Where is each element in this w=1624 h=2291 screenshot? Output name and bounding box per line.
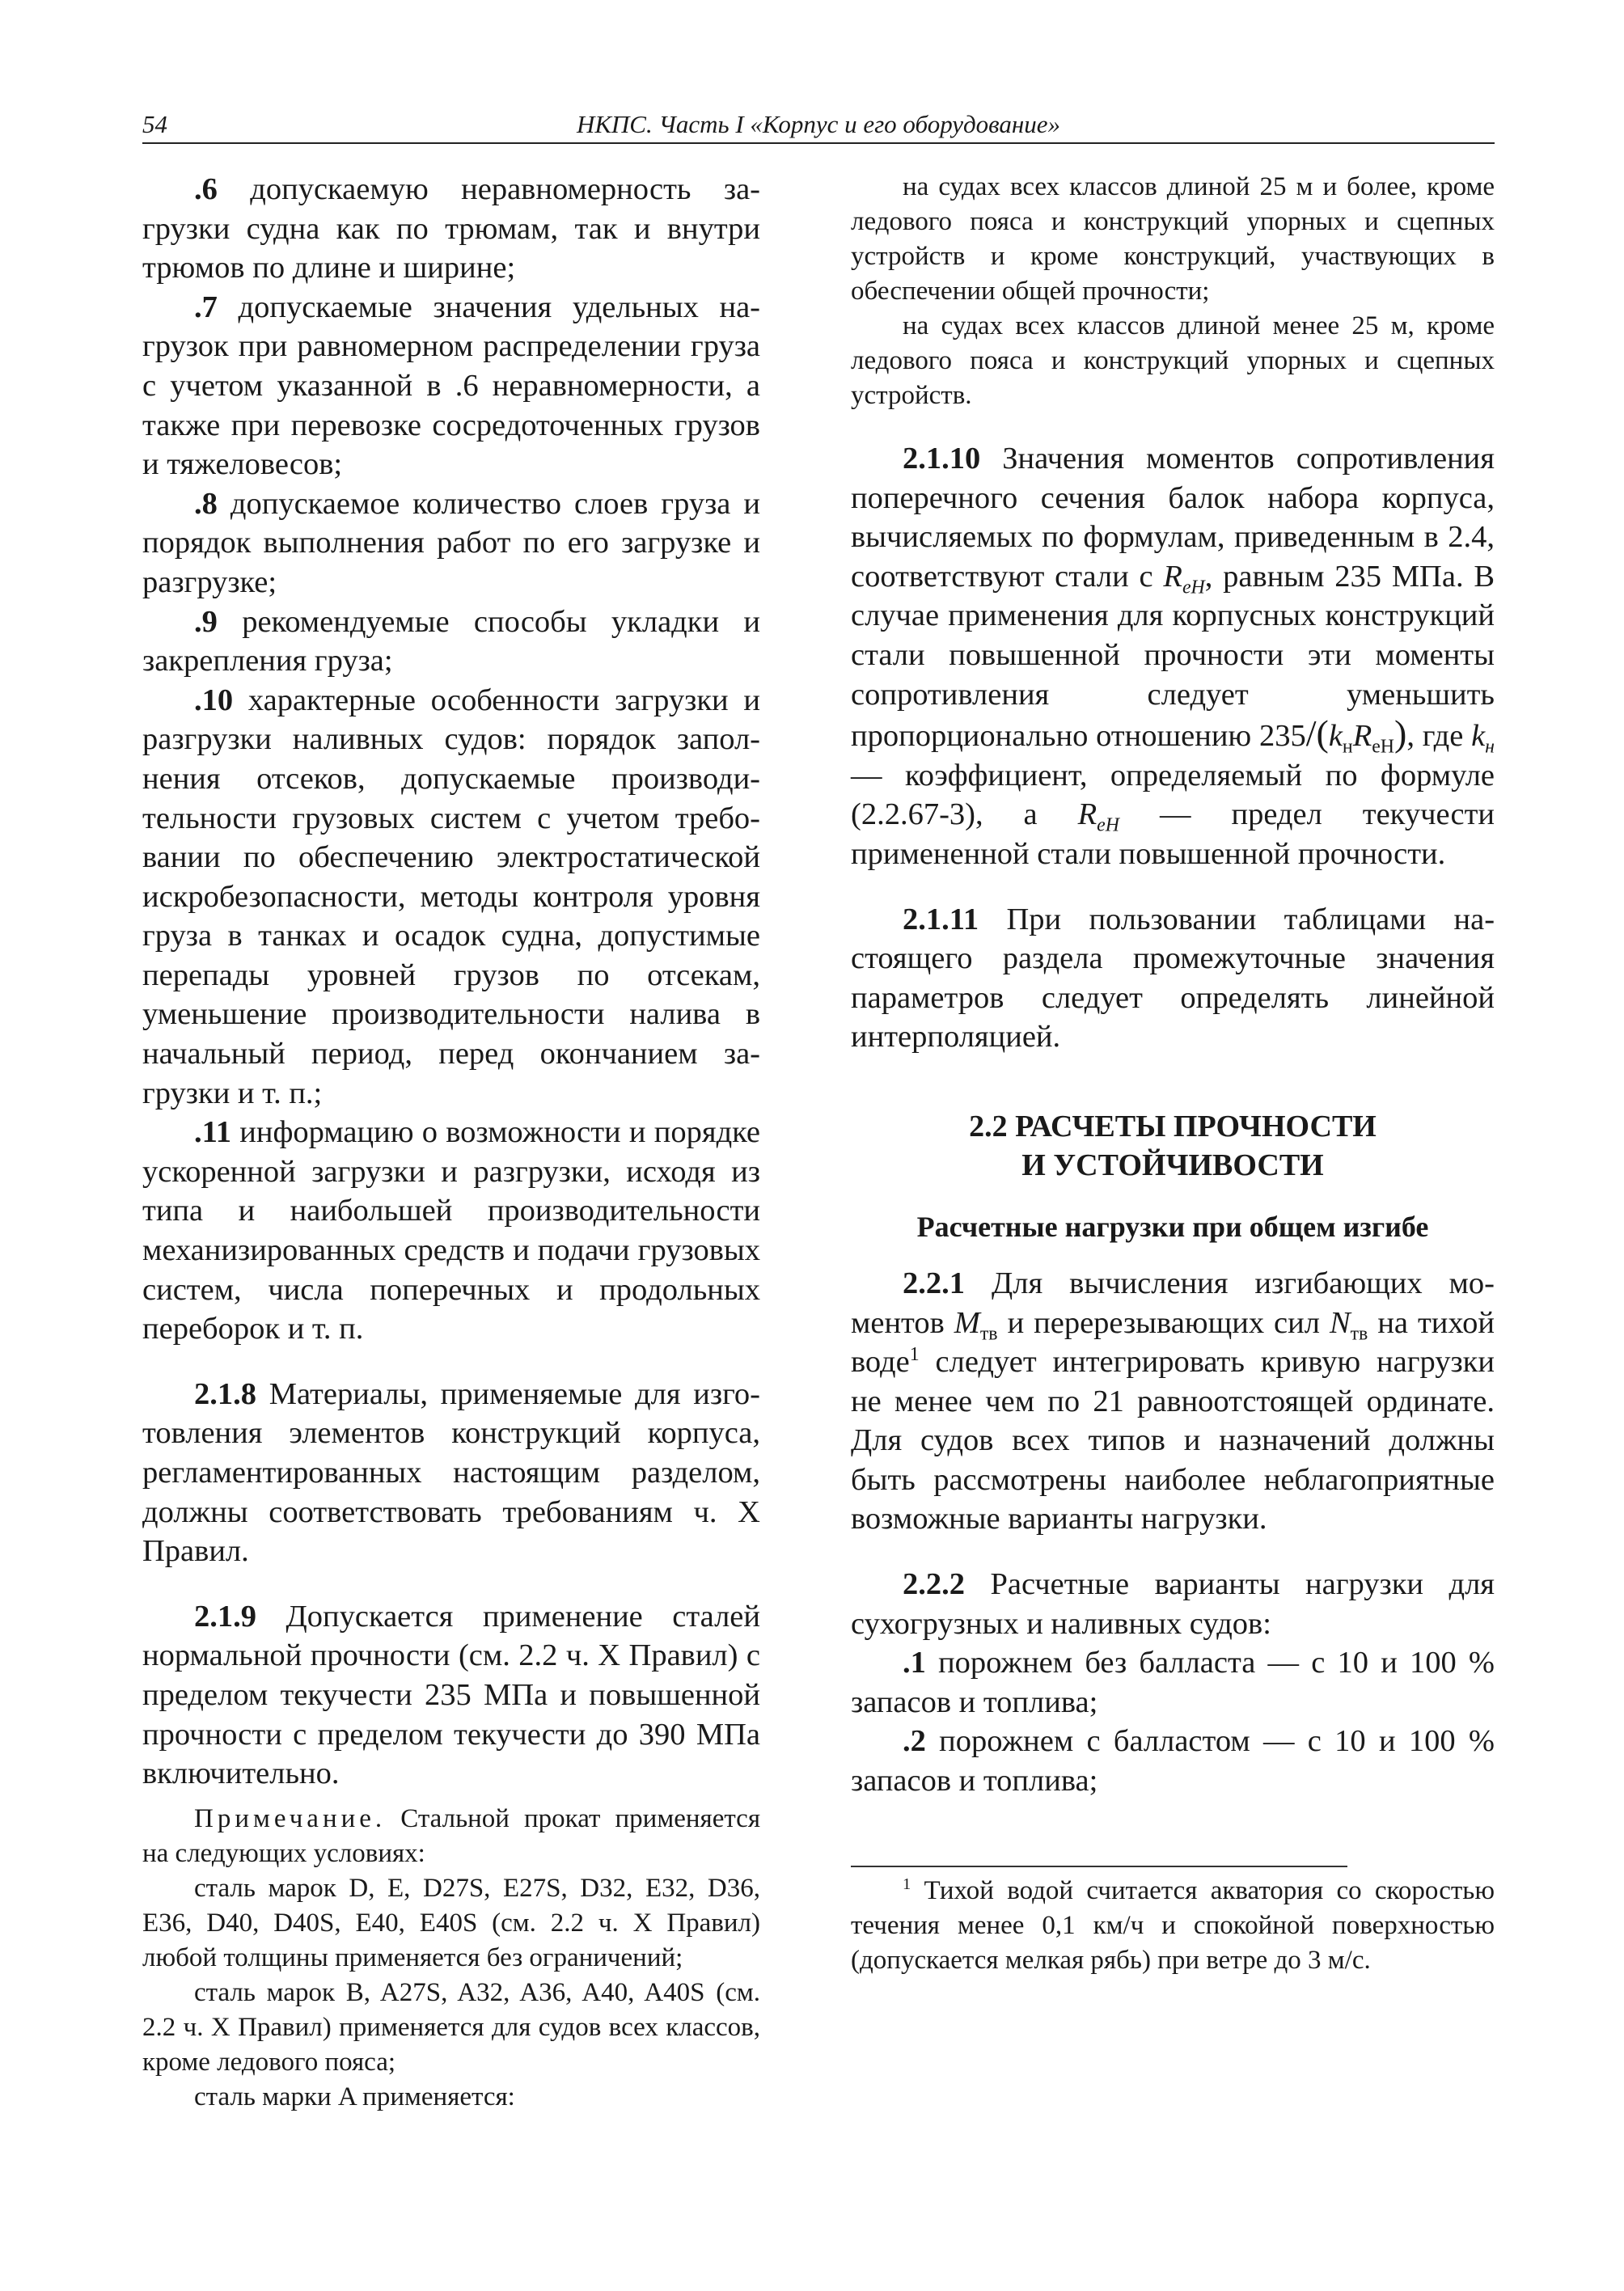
formula-number: 235 <box>1258 719 1306 754</box>
note-item: сталь марки A применяется: <box>194 2082 515 2111</box>
symbol-letter: R <box>1077 797 1097 832</box>
footnote <box>851 1874 1495 1978</box>
item-number: .9 <box>194 604 218 639</box>
note-block <box>142 1802 760 2115</box>
heading-line: 2.2 РАСЧЕТЫ ПРОЧНОСТИ <box>969 1109 1377 1143</box>
section-number: 2.2.2 <box>903 1567 965 1602</box>
symbol-subscript: eH <box>1182 577 1205 598</box>
heading-line: И УСТОЙЧИВОСТИ <box>1021 1148 1324 1182</box>
section-text: следует интегрировать кривую нагрузки не менее чем по 21 равноотстоящей ординате. Для судов всех типов и назначений должны быть рассмотрены наиболее неблагоприятные возможные варианты нагрузки. <box>851 1345 1495 1536</box>
section-number: 2.1.9 <box>194 1599 256 1634</box>
note-item: сталь марок B, A27S, A32, A36, A40, A40S (см. 2.2 ч. X Правил) применяется для судов всех классов, кроме ледового пояса; <box>142 1977 760 2077</box>
symbol-letter: R <box>1163 559 1182 594</box>
list-item-6 <box>142 170 760 288</box>
symbol-subscript: тв <box>979 1323 998 1345</box>
section-text: Материалы, применяемые для изготовления элементов конструкций корпуса, регламентированных настоящим разделом, должны соответствовать требованиям ч. X Правил. <box>142 1376 760 1569</box>
section-number: 2.2.1 <box>903 1266 965 1300</box>
item-text: допускаемое количество слоев груза и порядок выполнения работ по его загрузке и разгрузке; <box>142 486 760 599</box>
symbol-letter: k <box>1471 719 1486 754</box>
note-item: на судах всех классов длиной 25 м и более, кроме ледового пояса и конструкций упорных и сцепных устройств и кроме конструкций, участвующих в обеспечении общей прочности; <box>851 172 1495 306</box>
symbol-R <box>1163 559 1205 598</box>
symbol-subscript: н <box>1342 736 1353 758</box>
section-number: 2.1.8 <box>194 1376 256 1411</box>
subheading: Расчетные нагрузки при общем изгибе <box>916 1210 1429 1243</box>
symbol-letter: M <box>954 1305 980 1340</box>
footnote-text: Тихой водой считается акватория со скоростью течения менее 0,1 км/ч и спокойной поверхностью (допускается мелкая рябь) при ветре до 3 м/с. <box>851 1875 1495 1975</box>
section-text: Для вычисления изгибающих моментов <box>851 1266 1495 1340</box>
footnote-mark: 1 <box>903 1875 911 1893</box>
note-intro <box>142 1802 760 1871</box>
symbol-letter: N <box>1329 1305 1351 1340</box>
list-item-7 <box>142 288 760 484</box>
item-number: .8 <box>194 486 218 521</box>
section-text: — коэффициент, определяемый по формуле (2.2.67-3), а <box>851 758 1495 832</box>
footnote-divider <box>851 1866 1347 1867</box>
note-label: Примечание. <box>194 1803 387 1833</box>
section-text: и перерезывающих сил <box>1007 1305 1320 1340</box>
section-2-1-8 <box>142 1375 760 1571</box>
symbol-letter: k <box>1328 719 1343 754</box>
symbol-letter: R <box>1352 719 1372 754</box>
section-text: , где <box>1406 719 1464 754</box>
note-item: на судах всех классов длиной менее 25 м, кроме ледового пояса и конструкций упорных и сцепных устройств. <box>851 311 1495 410</box>
list-item-2 <box>851 1722 1495 1800</box>
list-item-11 <box>142 1113 760 1349</box>
section-2-2-2 <box>851 1565 1495 1643</box>
section-text: на тихой воде <box>851 1305 1495 1380</box>
symbol-k <box>1471 719 1495 758</box>
list-item-1 <box>851 1643 1495 1722</box>
section-text: Значения моментов сопротивления поперечного сечения балок набора корпуса, вычисляемых по формулам, приведенным в 2.4, соответствуют стали с <box>851 442 1495 594</box>
symbol-subscript: eH <box>1372 736 1395 758</box>
item-text: порожнем без балласта — с 10 и 100 % запасов и топлива; <box>851 1646 1495 1719</box>
symbol-subscript: н <box>1485 736 1495 758</box>
note-continuation <box>851 170 1495 413</box>
section-text: — предел текучести примененной стали повышенной прочности. <box>851 797 1495 871</box>
note-item: сталь марок D, E, D27S, E27S, D32, E32, D36, E36, D40, D40S, E40, E40S (см. 2.2 ч. X Правил) любой толщины применяется без ограничений; <box>142 1873 760 1972</box>
item-number: .6 <box>194 172 218 206</box>
running-title: НКПС. Часть I «Корпус и его оборудование» <box>576 110 1061 138</box>
item-number: .11 <box>194 1115 232 1150</box>
item-number: .10 <box>194 683 234 717</box>
list-item-9 <box>142 602 760 681</box>
running-header <box>142 110 1495 144</box>
footnote-reference: 1 <box>909 1344 920 1366</box>
right-column <box>851 170 1495 1978</box>
ratio-formula: $235/(k_нR_{eH})$ <box>1258 712 1407 758</box>
item-text: рекомендуемые способы укладки и закрепления груза; <box>142 604 760 678</box>
item-number: .7 <box>194 290 218 324</box>
section-text: равным 235 МПа. В случае применения для корпусных конструкций стали повышенной прочности эти моменты сопротивления следует уменьшить пропорционально отношению <box>851 559 1495 754</box>
symbol-subscript: тв <box>1350 1323 1368 1345</box>
section-2-1-11 <box>851 900 1495 1057</box>
symbol-subscript: eH <box>1097 815 1119 837</box>
section-text: При пользовании таблицами настоящего раздела промежуточные значения параметров следует определять линейной интерполяцией. <box>851 902 1495 1055</box>
page-number: 54 <box>142 110 167 138</box>
item-text: допускаемую неравномерность загрузки судна как по трюмам, так и внутри трюмов по длине и ширине; <box>142 172 760 285</box>
item-number: .1 <box>903 1646 926 1680</box>
section-text: Расчетные варианты нагрузки для сухогрузных и наливных судов: <box>851 1567 1495 1641</box>
symbol-R <box>1077 797 1119 837</box>
section-heading-2-2 <box>851 1107 1495 1185</box>
item-text: допускаемые значения удельных нагрузок при равномерном распределении груза с учетом указанной в .6 неравномерности, а также при перевозке сосредоточенных грузов и тяжеловесов; <box>142 290 760 482</box>
list-item-8 <box>142 484 760 602</box>
section-2-1-10: 2.1.10 Значения моментов сопротивления поперечного сечения балок набора корпуса, вычисляемых по формулам, приведенным в 2.4, соответствуют стали с $R_{eH}$, равным 235 МПа. В случае применения для корпусных конструкций стали повышенной прочности эти моменты сопротивления следует уменьшить пропорционально отношению $235/(k_нR_{eH})$, где $k_н$ — коэффициент, определяемый по формуле (2.2.67-3), а $R_{eH}$ — предел текучести примененной стали повышенной прочности. <box>851 442 1495 871</box>
item-text: характерные особенности загрузки и разгрузки наливных судов: порядок заполнения отсеков, допускаемые производительности грузовых систем с учетом требовании по обеспечению электростатической искробезопасности, методы контроля уровня груза в танках и осадок судна, допустимые перепады уровней грузов по отсекам, уменьшение производительности налива в начальный период, перед окончанием загрузки и т. п.; <box>142 683 760 1110</box>
section-text: Допускается применение сталей нормальной прочности (см. 2.2 ч. X Правил) с пределом текучести 235 МПа и повышенной прочности с пределом текучести до 390 МПа включительно. <box>142 1599 760 1791</box>
item-number: .2 <box>903 1724 926 1759</box>
note-text: Стальной прокат применяется на следующих условиях: <box>142 1803 761 1868</box>
section-number: 2.1.10 <box>903 442 981 476</box>
section-number: 2.1.11 <box>903 902 979 936</box>
section-2-2-1 <box>851 1264 1495 1539</box>
item-text: порожнем с балластом — с 10 и 100 % запасов и топлива; <box>851 1724 1495 1799</box>
section-2-1-9 <box>142 1597 760 1794</box>
left-column <box>142 170 760 2115</box>
item-text: информацию о возможности и порядке ускоренной загрузки и разгрузки, исходя из типа и наибольшей производительности механизированных средств и подачи грузовых систем, числа поперечных и продольных переборок и т. п. <box>142 1115 760 1346</box>
list-item-10 <box>142 681 760 1114</box>
